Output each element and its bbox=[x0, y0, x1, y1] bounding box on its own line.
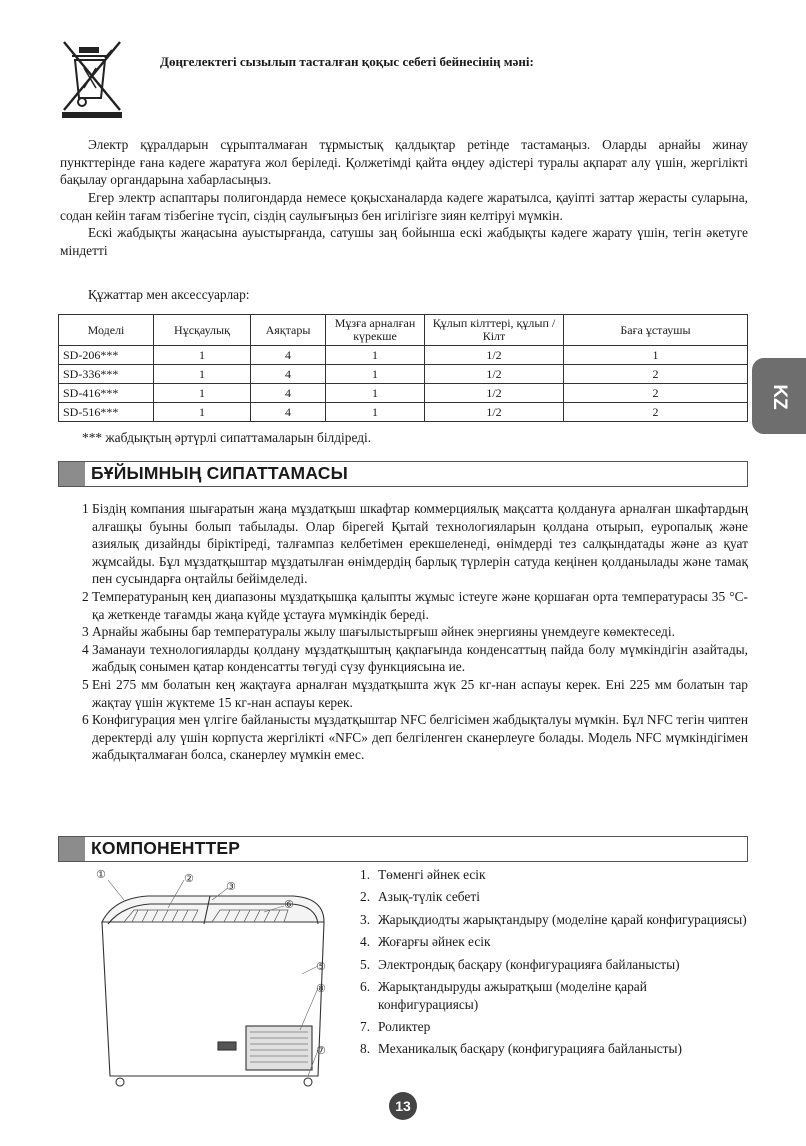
table-cell: 2 bbox=[564, 384, 748, 403]
list-item-number: 1. bbox=[360, 867, 371, 882]
table-cell: 1 bbox=[154, 384, 251, 403]
list-item-number: 8. bbox=[360, 1041, 371, 1057]
list-item-text: Электрондық басқару (конфигурацияға байланысты) bbox=[378, 956, 680, 972]
section-header-marker bbox=[59, 462, 85, 486]
list-item-number: 5 bbox=[82, 676, 89, 692]
list-item-text: Біздің компания шығаратын жаңа мұздатқыш шкафтар коммерциялық мақсатта қолдануға арналған шкафтардың алғашқы буыны болып табылады. Олар бірегей Қытай технологияларын қолдана отырып, еуропалық және азиялық дизайнды біріктіреді, талғампаз келбетімен ерекшеленеді, өнімдерді тез салқындатады және аз қуат жұмсайды. Бұл мұздатқыштар мұздатылған өнімдердің барлық түрлерін сатуда кеңінен қолданылады және тамақ пен сусындарға оңтайлы бейімделеді. bbox=[92, 501, 748, 587]
list-item-number: 6. bbox=[360, 978, 371, 994]
list-item-text: Азық-түлік себеті bbox=[378, 889, 480, 905]
list-item-text: Конфигурация мен үлгіге байланысты мұздатқыштар NFC белгісімен жабдықталуы мүмкін. Бұл NFC тегін чиптен деректерді алу үшін корпуста жергілікті «NFC» деп белгіленген сканерлеуге болады. Модель NFC мүмкіндігімен жабдықталмаған болса, сканерлеу мүмкін емес. bbox=[92, 712, 748, 763]
crossed-wheelie-bin-icon bbox=[58, 38, 126, 118]
intro-paragraph: Егер электр аспаптары полигондарда немесе қоқысханаларда кәдеге жаратылса, қауіпті заттар жерасты суларына, содан кейін тағам тізбегіне түсіп, сіздің саулығыңыз бен игілігізге зиян келтіруі мүмкін. bbox=[60, 190, 748, 223]
list-item bbox=[60, 676, 748, 711]
callout-8: ⑧ bbox=[316, 982, 326, 995]
table-cell: 4 bbox=[251, 365, 326, 384]
weee-title: Дөңгелектегі сызылып тасталған қоқыс себеті бейнесінің мәні: bbox=[160, 54, 534, 69]
table-cell: 1/2 bbox=[425, 346, 564, 365]
table-header: Моделі bbox=[59, 315, 154, 346]
table-cell: 1 bbox=[154, 365, 251, 384]
section-header-marker bbox=[59, 837, 85, 861]
description-list bbox=[60, 500, 748, 764]
list-item bbox=[60, 588, 748, 623]
list-item-text: Заманауи технологияларды қолдану мұздатқыштың қақпағында конденсаттың пайда болу мүмкіндігін азайтады, жабдық сонымен қатар конденсатты төгуді сүзу функциясына ие. bbox=[92, 641, 748, 675]
table-footnote: *** жабдықтың әртүрлі сипаттамаларын білдіреді. bbox=[82, 430, 372, 445]
list-item bbox=[360, 866, 750, 884]
table-cell: SD-336*** bbox=[59, 365, 154, 384]
list-item-number: 2. bbox=[360, 889, 371, 905]
table-cell: 1 bbox=[154, 346, 251, 365]
table-cell: 1 bbox=[564, 346, 748, 365]
list-item bbox=[360, 1018, 750, 1036]
list-item-number: 3. bbox=[360, 911, 371, 927]
list-item bbox=[60, 641, 748, 676]
list-item-text: Арнайы жабыны бар температуралы жылу шағылыстырғыш әйнек энергияны үнемдеуге көмектеседі. bbox=[92, 624, 675, 640]
accessories-heading: Құжаттар мен аксессуарлар: bbox=[88, 287, 250, 302]
table-cell: 2 bbox=[564, 403, 748, 422]
list-item bbox=[60, 623, 748, 641]
list-item bbox=[360, 888, 750, 906]
table-cell: SD-206*** bbox=[59, 346, 154, 365]
callout-3: ③ bbox=[226, 880, 236, 893]
table-row bbox=[59, 403, 748, 422]
table-row bbox=[59, 346, 748, 365]
list-item-text: Жарықтандыруды ажыратқыш (моделіне қарай конфигурациясы) bbox=[378, 978, 647, 1012]
intro-paragraph: Ескі жабдықты жаңасына ауыстырғанда, сатушы заң бойынша ескі жабдықты кәдеге жарату үшін, тегін әкетуге міндетті bbox=[60, 225, 748, 258]
list-item-number: 6 bbox=[82, 712, 89, 728]
list-item-number: 5. bbox=[360, 956, 371, 972]
list-item bbox=[360, 978, 750, 1013]
list-item-text: Роликтер bbox=[378, 1018, 431, 1034]
list-item-text: Температураның кең диапазоны мұздатқышқа қалыпты жұмыс істеуге және қоршаған орта температурасы 35 °С-қа жеткенде тағамды жаңа күйде ұстауға мүмкіндік береді. bbox=[92, 588, 748, 622]
table-header: Баға ұстаушы bbox=[564, 315, 748, 346]
table-row bbox=[59, 365, 748, 384]
table-cell: 1 bbox=[326, 346, 425, 365]
table-cell: 1 bbox=[154, 403, 251, 422]
list-item bbox=[360, 956, 750, 974]
table-cell: 1 bbox=[326, 365, 425, 384]
language-tab bbox=[752, 358, 806, 434]
list-item-number: 2 bbox=[82, 588, 89, 604]
accessories-table bbox=[58, 314, 748, 422]
list-item-text: Жарықдиодты жарықтандыру (моделіне қарай конфигурациясы) bbox=[378, 911, 747, 927]
chest-freezer-illustration bbox=[88, 866, 348, 1096]
table-header: Аяқтары bbox=[251, 315, 326, 346]
list-item-number: 4 bbox=[82, 641, 89, 657]
table-cell: 2 bbox=[564, 365, 748, 384]
list-item bbox=[60, 500, 748, 588]
section-header-description bbox=[58, 461, 748, 487]
intro-paragraph: Электр құралдарын сұрыпталмаған тұрмыстық қалдықтар ретінде тастамаңыз. Оларды арнайы жинау пункттерінде ғана кәдеге жаратуға жол беріледі. Қолжетімді қайта өңдеу әдістері туралы ақпарат алу үшін, жергілікті бақылау органдарына хабарласыңыз. bbox=[60, 137, 748, 188]
language-tab-label: KZ bbox=[769, 384, 790, 410]
table-header: Құлып кілттері, құлып / Кілт bbox=[425, 315, 564, 346]
list-item bbox=[60, 711, 748, 764]
list-item bbox=[360, 1040, 750, 1058]
table-header-row bbox=[59, 315, 748, 346]
table-cell: 1/2 bbox=[425, 365, 564, 384]
table-cell: 1/2 bbox=[425, 403, 564, 422]
table-cell: 1/2 bbox=[425, 384, 564, 403]
callout-7: ⑦ bbox=[316, 1044, 326, 1057]
table-cell: 4 bbox=[251, 346, 326, 365]
table-cell: 4 bbox=[251, 384, 326, 403]
components-list bbox=[360, 866, 750, 1063]
list-item-number: 3 bbox=[82, 624, 89, 640]
table-cell: SD-516*** bbox=[59, 403, 154, 422]
callout-1: ① bbox=[96, 868, 106, 881]
list-item-number: 7. bbox=[360, 1018, 371, 1034]
list-item bbox=[360, 911, 750, 929]
table-cell: SD-416*** bbox=[59, 384, 154, 403]
callout-5: ⑤ bbox=[316, 960, 326, 973]
list-item bbox=[360, 933, 750, 951]
table-cell: 1 bbox=[326, 384, 425, 403]
list-item-number: 1 bbox=[82, 501, 89, 516]
table-cell: 4 bbox=[251, 403, 326, 422]
page-number: 13 bbox=[389, 1092, 417, 1120]
table-header: Мұзға арналған күрекше bbox=[326, 315, 425, 346]
table-header: Нұсқаулық bbox=[154, 315, 251, 346]
callout-2: ② bbox=[184, 872, 194, 885]
list-item-text: Механикалық басқару (конфигурацияға байланысты) bbox=[378, 1041, 682, 1057]
list-item-text: Ені 275 мм болатын кең жақтауға арналған мұздатқышта жүк 25 кг-нан аспауы керек. Ені 225 мм болатын тар жақтау үшін жүктеме 15 кг-нан аспауы керек. bbox=[92, 676, 748, 710]
list-item-text: Жоғарғы әйнек есік bbox=[378, 934, 491, 950]
section-title: КОМПОНЕНТТЕР bbox=[91, 838, 241, 858]
callout-6: ⑥ bbox=[284, 898, 294, 911]
section-header-components bbox=[58, 836, 748, 862]
list-item-text: Төменгі әйнек есік bbox=[378, 867, 486, 882]
section-title: БҰЙЫМНЫҢ СИПАТТАМАСЫ bbox=[91, 463, 348, 483]
table-cell: 1 bbox=[326, 403, 425, 422]
table-row bbox=[59, 384, 748, 403]
list-item-number: 4. bbox=[360, 934, 371, 950]
